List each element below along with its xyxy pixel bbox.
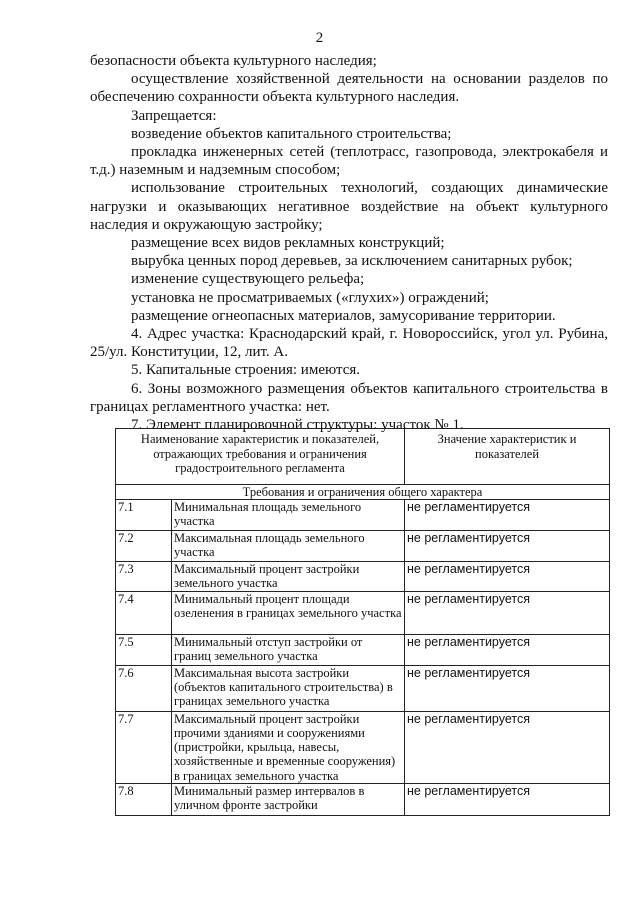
row-number-cell: 7.5 — [116, 634, 172, 665]
paragraph: осуществление хозяйственной деятельности на основании разделов по обеспечению сохранности объекта культурного наследия. — [90, 71, 608, 106]
page-number: 2 — [315, 30, 324, 46]
row-name-cell: Максимальный процент застройки прочими зданиями и сооружениями (пристройки, крыльца, навесы, хозяйственные и временные сооружения) в границах земельного участка — [172, 711, 405, 783]
row-value-cell: не регламентируется — [405, 530, 610, 561]
paragraph: 5. Капитальные строения: имеются. — [131, 362, 361, 379]
paragraph: использование строительных технологий, создающих динамические нагрузки и оказывающих негативное воздействие на объект культурного наследия и окружающую застройку; — [90, 180, 608, 233]
row-number-cell: 7.2 — [116, 530, 172, 561]
row-number-cell: 7.8 — [116, 783, 172, 815]
row-number-cell: 7.1 — [116, 499, 172, 530]
paragraph: размещение огнеопасных материалов, замусоривание территории. — [131, 307, 556, 324]
paragraph: размещение всех видов рекламных конструкций; — [131, 235, 445, 252]
row-name-cell: Минимальный отступ застройки от границ земельного участка — [172, 634, 405, 665]
paragraph: 6. Зоны возможного размещения объектов капитального строительства в границах регламентного участка: нет. — [90, 380, 608, 415]
paragraph: возведение объектов капитального строительства; — [131, 125, 452, 142]
header-value-cell: Значение характеристик и показателей — [405, 429, 610, 485]
row-value-cell: не регламентируется — [405, 499, 610, 530]
table-header-row — [116, 429, 610, 485]
table-row — [116, 561, 610, 591]
row-value-cell: не регламентируется — [405, 665, 610, 711]
row-number-cell: 7.7 — [116, 711, 172, 783]
row-value-cell: не регламентируется — [405, 711, 610, 783]
paragraph: 7. Элемент планировочной структуры: участок № 1. — [131, 417, 464, 434]
row-name-cell: Максимальная высота застройки (объектов капитального строительства) в границах земельного участка — [172, 665, 405, 711]
paragraph: прокладка инженерных сетей (теплотрасс, газопровода, электрокабеля и т.д.) наземным и надземным способом; — [90, 144, 608, 179]
paragraph: установка не просматриваемых («глухих») ограждений; — [131, 289, 489, 306]
table-row — [116, 783, 610, 815]
row-number-cell: 7.4 — [116, 591, 172, 634]
table-section-row — [116, 484, 610, 499]
table-row — [116, 634, 610, 665]
table-row — [116, 499, 610, 530]
table-row — [116, 711, 610, 783]
row-number-cell: 7.6 — [116, 665, 172, 711]
row-name-cell: Минимальная площадь земельного участка — [172, 499, 405, 530]
table-row — [116, 530, 610, 561]
table-row — [116, 665, 610, 711]
paragraph: изменение существующего рельефа; — [131, 271, 365, 288]
body-text — [90, 52, 608, 434]
row-name-cell: Максимальная площадь земельного участка — [172, 530, 405, 561]
row-value-cell: не регламентируется — [405, 634, 610, 665]
section-title-cell: Требования и ограничения общего характера — [116, 484, 610, 499]
row-number-cell: 7.3 — [116, 561, 172, 591]
row-value-cell: не регламентируется — [405, 783, 610, 815]
paragraph: безопасности объекта культурного наследия; — [90, 53, 377, 69]
table-row — [116, 591, 610, 634]
row-name-cell: Минимальный размер интервалов в уличном фронте застройки — [172, 783, 405, 815]
regulation-table — [115, 428, 610, 816]
row-value-cell: не регламентируется — [405, 591, 610, 634]
paragraph: Запрещается: — [131, 107, 217, 124]
row-name-cell: Минимальный процент площади озеленения в границах земельного участка — [172, 591, 405, 634]
paragraph: вырубка ценных пород деревьев, за исключением санитарных рубок; — [131, 253, 573, 270]
row-name-cell: Максимальный процент застройки земельного участка — [172, 561, 405, 591]
row-value-cell: не регламентируется — [405, 561, 610, 591]
paragraph: 4. Адрес участка: Краснодарский край, г. Новороссийск, угол ул. Рубина, 25/ул. Конституции, 12, лит. А. — [90, 326, 608, 361]
header-name-cell: Наименование характеристик и показателей, отражающих требования и ограничения градостроительного регламента — [116, 429, 405, 485]
